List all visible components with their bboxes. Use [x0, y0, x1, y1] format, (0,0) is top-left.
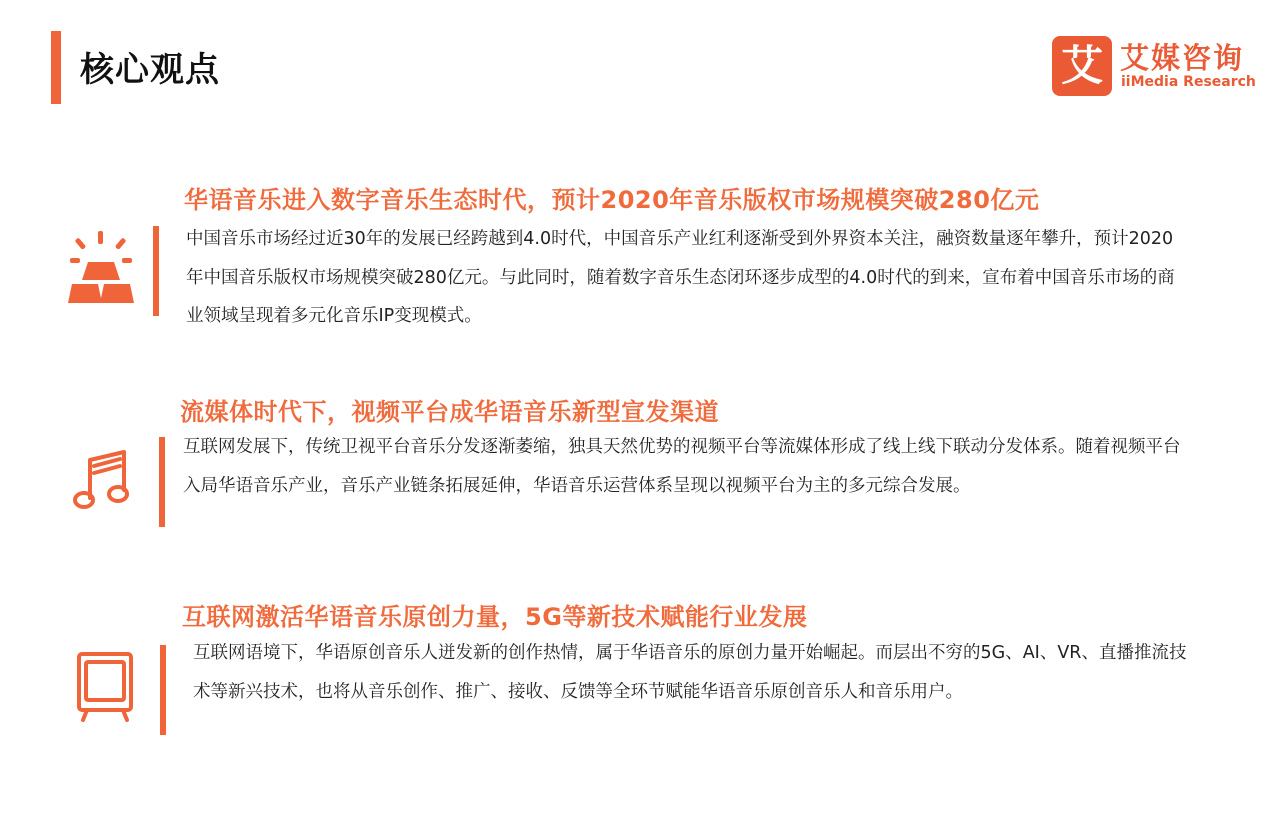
music-note-icon — [72, 446, 132, 516]
section-2-heading: 流媒体时代下，视频平台成华语音乐新型宣发渠道 — [180, 398, 719, 426]
section-3-heading: 互联网激活华语音乐原创力量，5G等新技术赋能行业发展 — [182, 603, 808, 631]
logo-mark: 艾 — [1052, 36, 1112, 96]
logo-name-en: iiMedia Research — [1121, 74, 1256, 90]
section-2-accent-bar — [159, 437, 165, 527]
section-2-body: 互联网发展下，传统卫视平台音乐分发逐渐萎缩，独具天然优势的视频平台等流媒体形成了线上线下联动分发体系。随着视频平台入局华语音乐产业，音乐产业链条拓展延伸，华语音乐运营体系呈现以视频平台为主的多元综合发展。 — [183, 437, 1181, 496]
logo-name-cn: 艾媒咨询 — [1120, 41, 1245, 75]
section-1-body: 中国音乐市场经过近30年的发展已经跨越到4.0时代，中国音乐产业红利逐渐受到外界资本关注，融资数量逐年攀升，预计2020年中国音乐版权市场规模突破280亿元。与此同时，随着数字音乐生态闭环逐步成型的4.0时代的到来，宣布着中国音乐市场的商业领域呈现着多元化音乐IP变现模式。 — [186, 229, 1175, 326]
page-title: 核心观点 — [80, 50, 220, 90]
section-3-accent-bar — [160, 645, 166, 735]
monitor-icon — [73, 650, 137, 725]
gold-bars-icon — [66, 228, 136, 308]
section-1-heading: 华语音乐进入数字音乐生态时代，预计2020年音乐版权市场规模突破280亿元 — [184, 186, 1040, 214]
section-1-accent-bar — [153, 226, 159, 316]
iimedia-logo — [1052, 36, 1262, 96]
section-3-body: 互联网语境下，华语原创音乐人迸发新的创作热情，属于华语音乐的原创力量开始崛起。而层出不穷的5G、AI、VR、直播推流技术等新兴技术，也将从音乐创作、推广、接收、反馈等全环节赋能华语音乐原创音乐人和音乐用户。 — [193, 643, 1187, 702]
title-accent-bar — [51, 31, 61, 104]
